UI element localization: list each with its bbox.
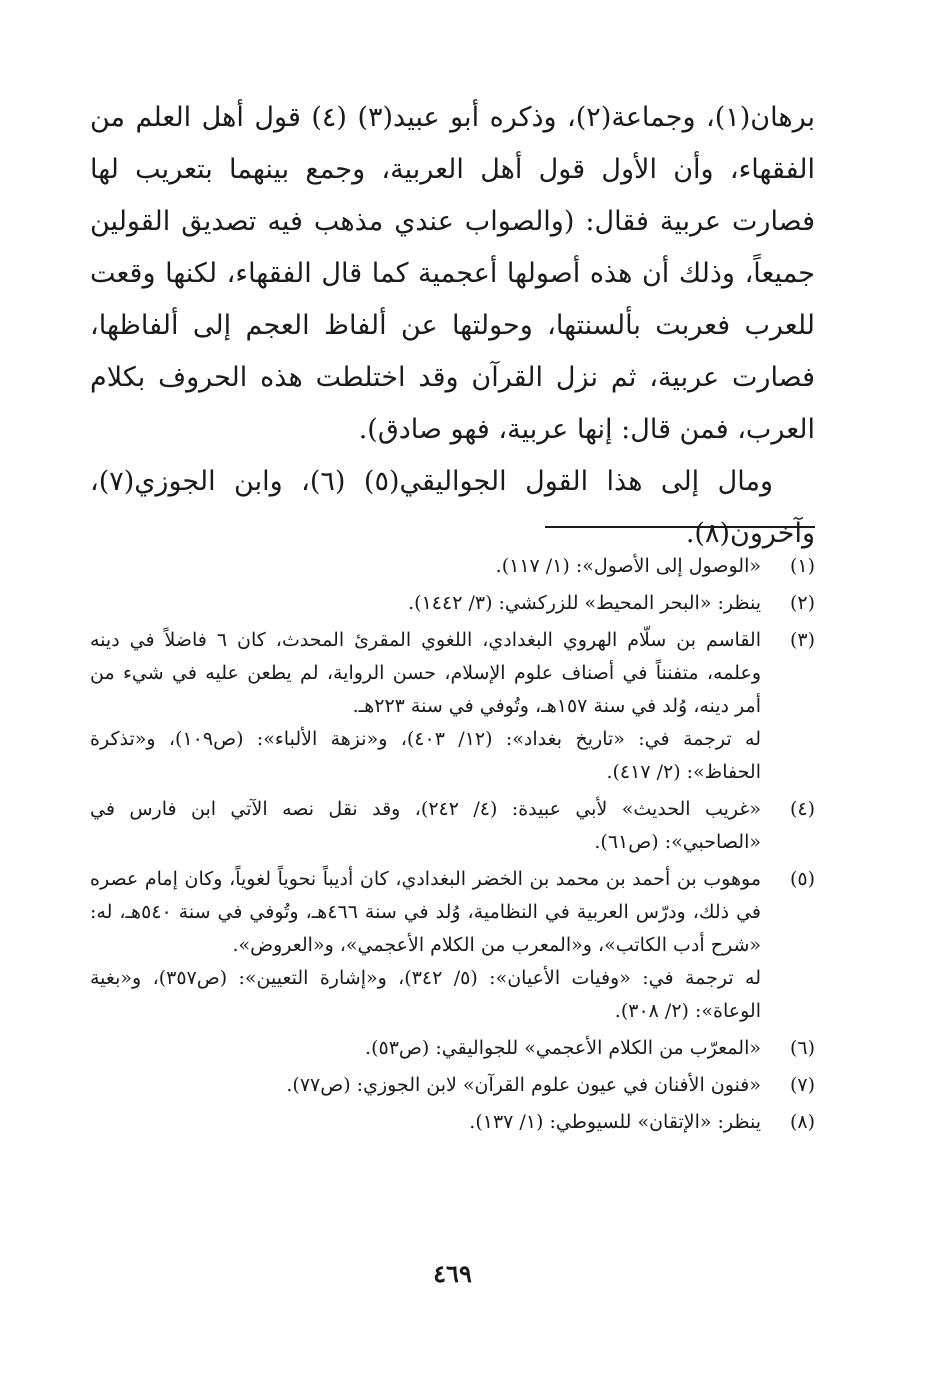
footnote-text: ينظر: «الإتقان» للسيوطي: (١/ ١٣٧). bbox=[469, 1111, 761, 1133]
footnote-number: (٢) bbox=[789, 592, 815, 614]
footnote bbox=[90, 1069, 815, 1102]
footnote-text: «غريب الحديث» لأبي عبيدة: (٤/ ٢٤٢)، وقد نقل نصه الآتي ابن فارس في «الصاحبي»: (ص٦١). bbox=[90, 798, 761, 853]
book-page bbox=[90, 92, 815, 1322]
footnote bbox=[90, 793, 815, 859]
footnote-body bbox=[90, 587, 761, 620]
footnote bbox=[90, 863, 815, 1028]
footnote-number: (١) bbox=[789, 555, 815, 577]
footnote-number: (٥) bbox=[789, 868, 815, 890]
footnote-body bbox=[90, 1106, 761, 1139]
footnote-number: (٤) bbox=[789, 798, 815, 820]
footnote-text: له ترجمة في: «وفيات الأعيان»: (٥/ ٣٤٢)، و«إشارة التعيين»: (ص٣٥٧)، و«بغية الوعاة»: (٢/ ٣٠٨). bbox=[90, 967, 762, 1022]
footnote-number: (٧) bbox=[789, 1074, 815, 1096]
main-paragraph: برهان(١)، وجماعة(٢)، وذكره أبو عبيد(٣) (٤) قول أهل العلم من الفقهاء، وأن الأول قول أهل العربية، وجمع بينهما بتعريب لها فصارت عربية فقال: (والصواب عندي مذهب فيه تصديق القولين جميعاً، وذلك أن هذه أصولها أعجمية كما قال الفقهاء، لكنها وقعت للعرب فعربت بألسنتها، وحولتها عن ألفاظ العجم إلى ألفاظها، فصارت عربية، ثم نزل القرآن وقد اختلطت هذه الحروف بكلام العرب، فمن قال: إنها عربية، فهو صادق). bbox=[90, 102, 816, 445]
footnote-text: له ترجمة في: «تاريخ بغداد»: (١٢/ ٤٠٣)، و«نزهة الألباء»: (ص١٠٩)، و«تذكرة الحفاظ»: (٢/ ٤١٧). bbox=[90, 728, 761, 783]
footnote-number: (٣) bbox=[789, 629, 815, 651]
footnote bbox=[90, 1106, 815, 1139]
footnote-body bbox=[90, 624, 761, 789]
footnote-body bbox=[90, 1032, 761, 1065]
footnote-number: (٦) bbox=[789, 1037, 815, 1059]
footnote bbox=[90, 1032, 815, 1065]
footnote-separator bbox=[545, 526, 815, 528]
footnote bbox=[90, 624, 815, 789]
footnote-body bbox=[90, 1069, 761, 1102]
main-paragraph: ومال إلى هذا القول الجواليقي(٥) (٦)، وابن الجوزي(٧)، وآخرون(٨). bbox=[90, 466, 815, 549]
footnote bbox=[90, 550, 815, 583]
main-text bbox=[90, 92, 815, 560]
page-number: ٤٦٩ bbox=[433, 1259, 472, 1288]
footnote-text: القاسم بن سلّام الهروي البغدادي، اللغوي المقرئ المحدث، كان ٦ فاضلاً في دينه وعلمه، متفنناً في أصناف علوم الإسلام، حسن الرواية، لم يطعن عليه في شيء من أمر دينه، وُلد في سنة ١٥٧هـ، وتُوفي في سنة ٢٢٣هـ. bbox=[90, 629, 761, 717]
footnote-text: موهوب بن أحمد بن محمد بن الخضر البغدادي، كان أديباً نحوياً لغوياً، وكان إمام عصره في ذلك، ودرّس العربية في النظامية، وُلد في سنة ٤٦٦هـ، وتُوفي في سنة ٥٤٠هـ، له: «شرح أدب الكاتب»، و«المعرب من الكلام الأعجمي»، و«العروض». bbox=[90, 868, 761, 956]
footnote-text: «المعرّب من الكلام الأعجمي» للجواليقي: (ص٥٣). bbox=[365, 1037, 761, 1059]
footnote-text: ينظر: «البحر المحيط» للزركشي: (٣/ ١٤٤٢). bbox=[408, 592, 761, 614]
footnote-text: «الوصول إلى الأصول»: (١/ ١١٧). bbox=[495, 555, 761, 577]
footnotes bbox=[90, 550, 815, 1143]
footnote-body bbox=[90, 863, 761, 1028]
footnote bbox=[90, 587, 815, 620]
footnote-number: (٨) bbox=[789, 1111, 815, 1133]
footnote-body bbox=[90, 550, 761, 583]
footnote-body bbox=[90, 793, 761, 859]
footnote-text: «فنون الأفنان في عيون علوم القرآن» لابن الجوزي: (ص٧٧). bbox=[286, 1074, 761, 1096]
